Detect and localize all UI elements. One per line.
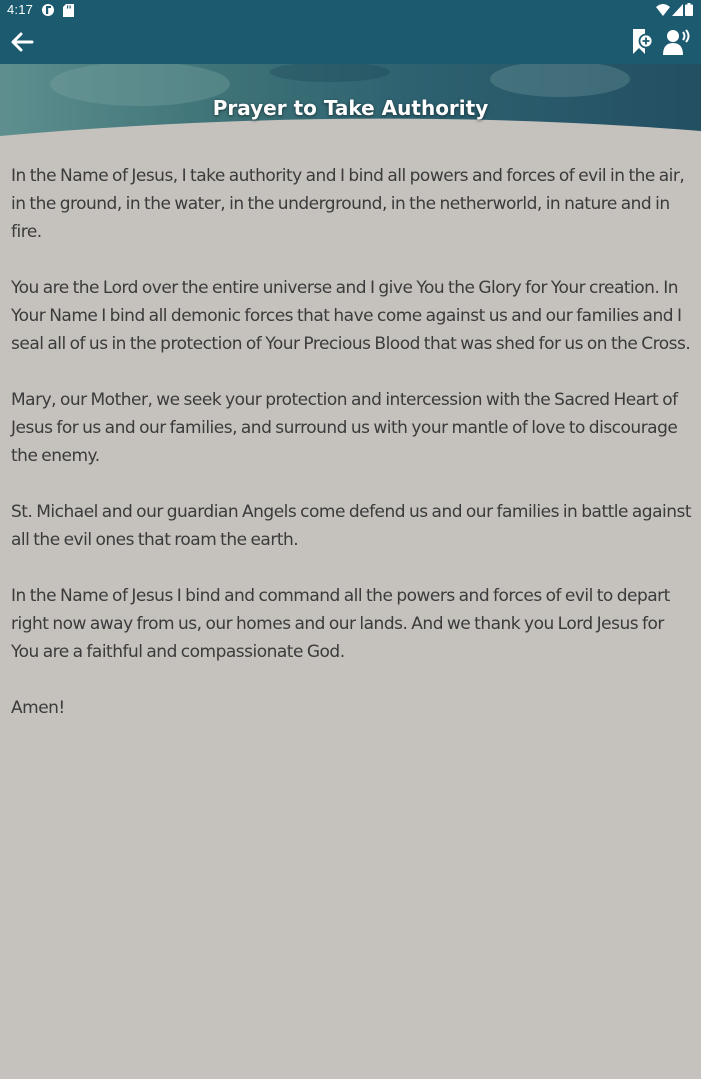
prayer-amen: Amen! [11,698,65,718]
prayer-paragraph: St. Michael and our guardian Angels come defend us and our families in battle against all the evil ones that roam the earth. [11,502,692,550]
cell-signal-icon [672,4,683,19]
bookmark-add-icon [630,28,654,56]
speaker-icon [663,28,693,56]
bookmark-add-button[interactable] [628,26,656,58]
prayer-paragraph: You are the Lord over the entire universe and I give You the Glory for Your creation. In Your Name I bind all demonic forces that have come against us and our families and I seal all of us in the protection of Your Precious Blood that was shed for us on the Cross. [11,278,691,354]
arrow-left-icon [10,32,34,52]
back-button[interactable] [6,26,38,58]
prayer-paragraph: In the Name of Jesus, I take authority and I bind all powers and forces of evil in the air, in the ground, in the water, in the underground, in the netherworld, in nature and in fire. [11,166,685,242]
prayer-paragraph: Mary, our Mother, we seek your protection and intercession with the Sacred Heart of Jesus for us and our families, and surround us with your mantle of love to discourage the enemy. [11,390,678,466]
prayer-paragraph: In the Name of Jesus I bind and command all the powers and forces of evil to depart right now away from us, our homes and our lands. And we thank you Lord Jesus for You are a faithful and compassionate God. [11,586,670,662]
battery-icon [685,3,693,19]
sync-icon [41,3,55,20]
wifi-icon [656,4,670,19]
status-left-icons [41,3,74,20]
page-title: Prayer to Take Authority [212,96,489,120]
prayer-text [11,162,695,750]
sd-card-icon [63,4,74,20]
status-time: 4:17 [7,2,34,17]
speaker-button[interactable] [662,26,694,58]
status-bar [0,0,701,20]
app-bar [0,20,701,64]
status-right-icons [656,3,693,19]
